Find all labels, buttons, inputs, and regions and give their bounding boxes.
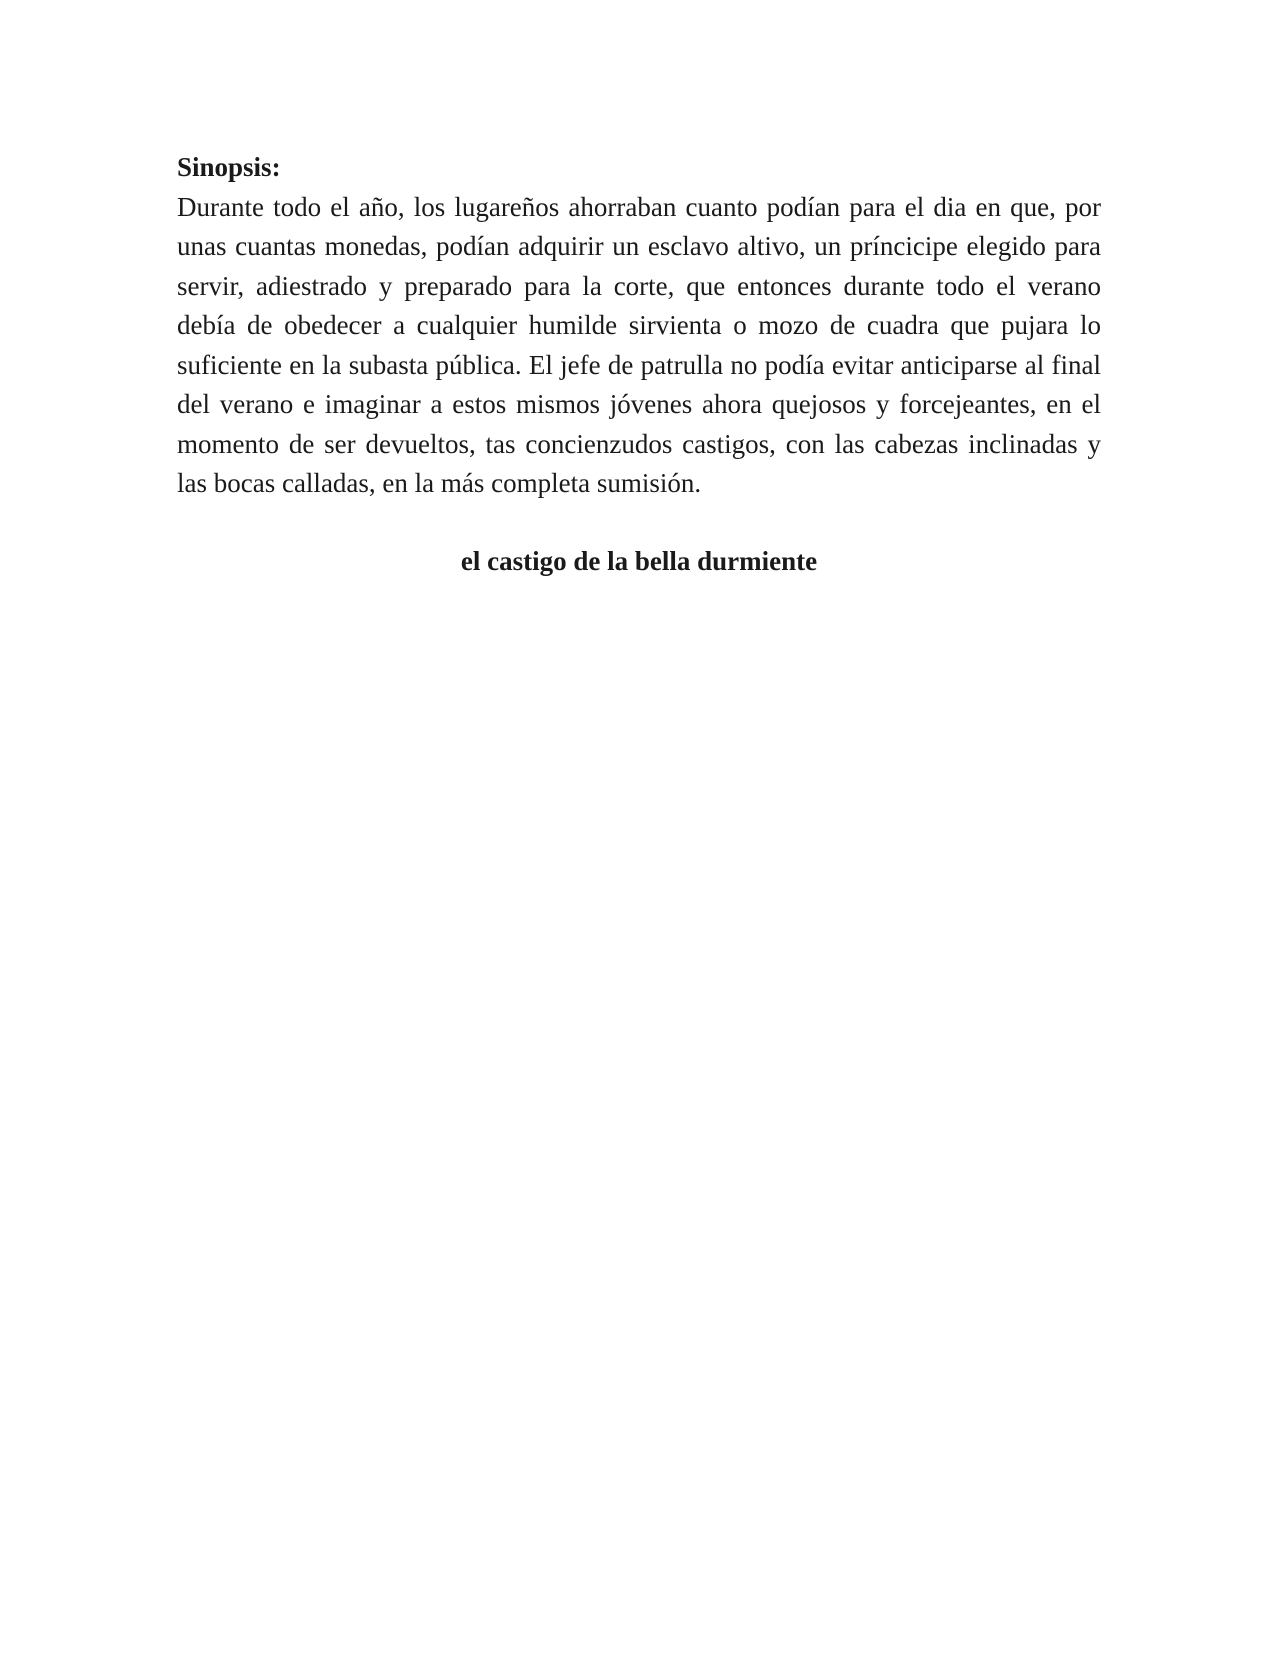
synopsis-heading: Sinopsis: bbox=[177, 152, 281, 182]
book-title: el castigo de la bella durmiente bbox=[460, 545, 818, 576]
synopsis-paragraph: Durante todo el año, los lugareños ahorraban cuanto podían para el dia en que, por unas cuantas monedas, podían adquirir un esclavo altivo, un príncicipe elegido para servir, adiestrado y preparado para la corte, que entonces durante todo el verano debía de obedecer a cualquier humilde sirvienta o mozo de cuadra que pujara lo suficiente en la subasta pública. El jefe de patrulla no podía evitar anticiparse al final del verano e imaginar a estos mismos jóvenes ahora quejosos y forcejeantes, en el momento de ser devueltos, tas concienzudos castigos, con las cabezas inclinadas y las bocas calladas, en la más completa sumisión. bbox=[177, 191, 1101, 498]
page-content bbox=[177, 148, 1101, 581]
